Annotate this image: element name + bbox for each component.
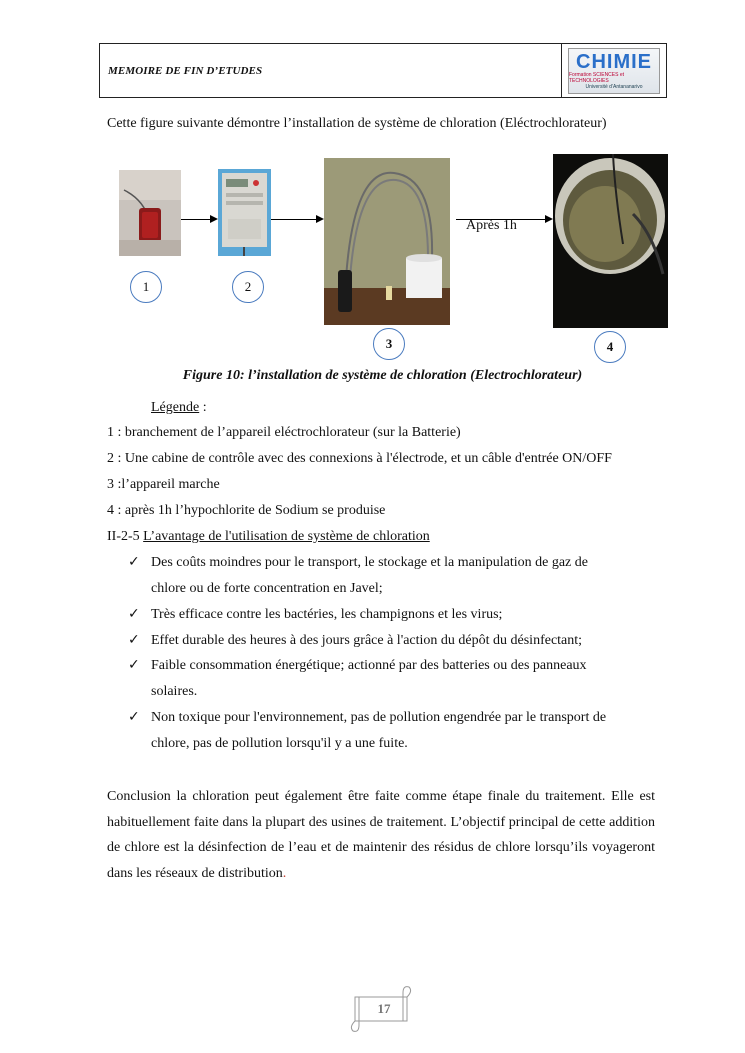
- bullet-4-line-2: solaires.: [151, 684, 198, 699]
- check-icon: ✓: [128, 657, 140, 673]
- legend-item-2: 2 : Une cabine de contrôle avec des connexions à l'électrode, et un câble d'entrée ON/OFF: [107, 451, 612, 466]
- figure-label-4: 4: [594, 331, 626, 363]
- bullet-5-line-1: Non toxique pour l'environnement, pas de pollution engendrée par le transport de: [151, 710, 607, 725]
- legend-title: Légende: [151, 400, 200, 415]
- section-heading: [107, 529, 430, 545]
- page-header: [99, 43, 667, 98]
- figure-caption: Figure 10: l’installation de système de chloration (Electrochlorateur): [182, 368, 583, 383]
- legend-heading: [151, 400, 207, 416]
- bullet-4-line-1: Faible consommation énergétique; actionné par des batteries ou des panneaux: [151, 658, 587, 673]
- page-number-scroll: [347, 985, 415, 1031]
- conclusion-period: .: [282, 866, 287, 882]
- figure-label-3: 3: [373, 328, 405, 360]
- figure-label-2: 2: [232, 271, 264, 303]
- bullet-2: Très efficace contre les bactéries, les champignons et les virus;: [151, 607, 503, 622]
- photo-device-running: [324, 158, 450, 325]
- section-title: L’avantage de l'utilisation de système de chloration: [143, 529, 430, 544]
- bullet-1-line-1: Des coûts moindres pour le transport, le stockage et la manipulation de gaz de: [151, 555, 588, 570]
- legend-item-4: 4 : après 1h l’hypochlorite de Sodium se produise: [107, 503, 386, 518]
- legend-item-3: 3 :l’appareil marche: [107, 477, 220, 492]
- arrow-label-apres-1h: Après 1h: [466, 218, 517, 233]
- header-logo-cell: [561, 44, 666, 97]
- arrow-head-1-2: [210, 215, 218, 223]
- bullet-5-line-2: chlore, pas de pollution lorsqu'il y a une fuite.: [151, 736, 408, 751]
- logo-university: Université d’Antananarivo: [585, 83, 643, 90]
- bullet-3: Effet durable des heures à des jours grâce à l'action du dépôt du désinfectant;: [151, 633, 583, 648]
- logo-word: CHIMIE: [576, 50, 652, 73]
- chimie-logo: [568, 48, 660, 94]
- bullet-1-line-2: chlore ou de forte concentration en Javel;: [151, 581, 383, 596]
- arrow-2-3: [271, 219, 316, 220]
- photo-bucket-result: [553, 154, 668, 328]
- header-title: MEMOIRE DE FIN D’ETUDES: [108, 64, 263, 77]
- arrow-head-2-3: [316, 215, 324, 223]
- check-icon: ✓: [128, 554, 140, 570]
- logo-subtitle: Formation SCIENCES et TECHNOLOGIES: [569, 71, 625, 84]
- figure-label-1: 1: [130, 271, 162, 303]
- arrow-1-2: [181, 219, 210, 220]
- arrow-head-3-4: [545, 215, 553, 223]
- conclusion-paragraph: [107, 784, 655, 887]
- legend-item-1: 1 : branchement de l’appareil eléctrochlorateur (sur la Batterie): [107, 425, 461, 440]
- intro-paragraph: Cette figure suivante démontre l’installation de système de chloration (Eléctrochlorateur): [107, 116, 607, 131]
- photo-control-cabinet: [218, 169, 271, 256]
- check-icon: ✓: [128, 632, 140, 648]
- page-number: 17: [377, 1001, 391, 1016]
- conclusion-text: Conclusion la chloration peut également être faite comme étape finale du traitement. Elle est habituellement faite dans la plupart des usines de traitement. L’objectif principal de cette addition de chlore est la désinfection de l’eau et de maintenir des résidus de chlore lorsqu’ils voyageront dans les réseaux de distribution: [107, 789, 655, 882]
- photo-battery-connection: [119, 170, 181, 256]
- check-icon: ✓: [128, 606, 140, 622]
- legend-title-suffix: :: [199, 400, 207, 415]
- check-icon: ✓: [128, 709, 140, 725]
- section-number: II-2-5: [107, 529, 144, 544]
